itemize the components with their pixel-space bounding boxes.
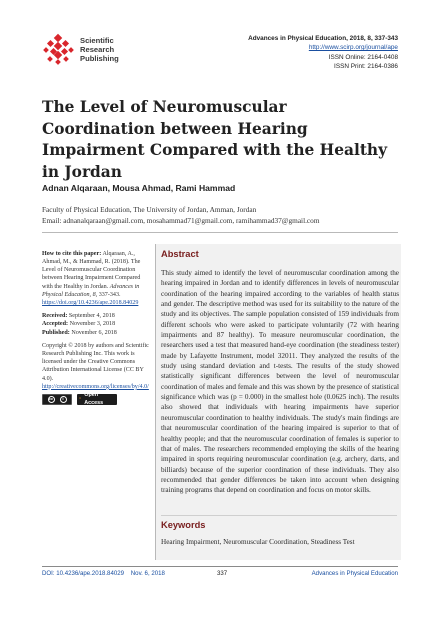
publisher-name-line3: Publishing (80, 53, 119, 63)
article-sidebar (42, 250, 150, 410)
publisher-name-line1: Scientific (80, 36, 114, 45)
license-link[interactable]: http://creativecommons.org/licenses/by/4.0/ (42, 383, 149, 390)
received-row (42, 312, 150, 320)
open-lock-icon: ◦ (79, 395, 82, 403)
published-date: November 6, 2018 (71, 329, 117, 336)
author-emails: Email: adnanalqaraan@gmail.com, mosahammad71@gmail.com, ramihammad37@gmail.com (42, 215, 320, 225)
keywords-text: Hearing Impairment, Neuromuscular Coordination, Steadiness Test (161, 538, 355, 546)
issn-online: ISSN Online: 2164-0408 (328, 53, 398, 61)
journal-citation: Advances in Physical Education, 2018, 8, 337-343 (248, 35, 398, 42)
accepted-label: Accepted: (42, 321, 69, 328)
received-date: September 4, 2018 (68, 313, 115, 320)
cc-by-badge[interactable] (42, 394, 72, 405)
keywords-divider (161, 515, 397, 516)
publisher-name (80, 37, 119, 63)
header-divider (42, 232, 398, 233)
article-title: The Level of Neuromuscular Coordination between Hearing Impairment Compared with the Healthy in Jordan (42, 98, 388, 181)
cc-icon: cc (48, 396, 54, 401)
issn-print: ISSN Print: 2164-0386 (334, 62, 398, 70)
abstract-heading: Abstract (161, 249, 199, 259)
published-row (42, 329, 150, 337)
cite-doi-link[interactable]: https://doi.org/10.4236/ape.2018.84029 (42, 299, 139, 306)
footer-doi-date (42, 570, 165, 577)
license-badges (42, 394, 150, 405)
accepted-date: November 3, 2018 (69, 321, 116, 328)
footer-doi[interactable]: DOI: 10.4236/ape.2018.84029 (42, 570, 124, 577)
open-access-badge[interactable] (77, 394, 117, 405)
abstract-text: This study aimed to identify the level of neuromuscular coordination among the hearing impaired in Jordan and to identify differences in levels of neuromuscular coordination of the hearing impaired according to the variables of health status and gender. The descriptive method was used for its suitability to the nature of the study and its objectives. The sample population consisted of 159 individuals from different schools who were asked to participate voluntarily (72 with hearing impairments and 87 healthy). To measure neuromuscular coordination, the researchers used a test that measured hand-eye coordination (the steadiness tester) made by Lafayette Instrument, model 32011. They analyzed the results of the study using standard deviation and t-tests. The results of the study showed statistically significant differences between the level of neuromuscular coordination of males and female and this was shown by the presence of statistical significance which was (p = 0.000) in the smallest hole (0.0625 inch). The results also showed that individuals with hearing impairments have superior neuromuscular coordination to healthy individuals. The study's main findings are that neuromuscular coordination of the hearing impaired is superior to that of healthy people; and that the neuromuscular coordination of females is superior to that of males. The researchers recommended employing the skills of the hearing impaired in sports requiring neuromuscular coordination (e.g. archery, darts, and billiards) because of the superior coordination of these individuals. They also recommended that gender differences be taken into account when designing training programs that depend on coordination and focus on motor skills. (161, 269, 399, 495)
copyright-block (42, 342, 150, 405)
keywords-heading: Keywords (161, 520, 206, 530)
author-affiliation-block (42, 205, 402, 226)
cite-pages: 337-343. (98, 291, 121, 298)
dates-block (42, 312, 150, 337)
footer-journal: Advances in Physical Education (311, 570, 398, 577)
footer-date: Nov. 6, 2018 (130, 570, 165, 577)
affiliation: Faculty of Physical Education, The University of Jordan, Amman, Jordan (42, 205, 257, 214)
journal-info (148, 34, 398, 71)
publisher-name-line2: Research (80, 44, 115, 54)
article-authors: Adnan Alqaraan, Mousa Ahmad, Rami Hammad (42, 183, 236, 193)
footer-divider (42, 566, 398, 567)
attribution-icon: i (60, 396, 67, 403)
journal-url-link[interactable]: http://www.scirp.org/journal/ape (308, 44, 398, 52)
received-label: Received: (42, 313, 68, 320)
accepted-row (42, 320, 150, 328)
cite-journal: Advances in Physical Education, 8, (42, 283, 140, 298)
copyright-text: Copyright © 2018 by authors and Scientific Research Publishing Inc. This work is licensed under the Creative Commons Attribution International License (CC BY 4.0). (42, 342, 149, 382)
citation-block (42, 250, 150, 307)
publisher-logo-icon (42, 33, 76, 67)
cite-label: How to cite this paper: (42, 251, 102, 257)
cite-text: Alqaraan, A., Ahmad, M., & Hammad, R. (2018). The Level of Neuromuscular Coordination between Hearing Impairment Compared with the Healthy in Jordan. (42, 251, 141, 290)
page-number: 337 (217, 570, 228, 577)
published-label: Published: (42, 329, 70, 336)
open-access-label: Open Access (84, 392, 104, 407)
